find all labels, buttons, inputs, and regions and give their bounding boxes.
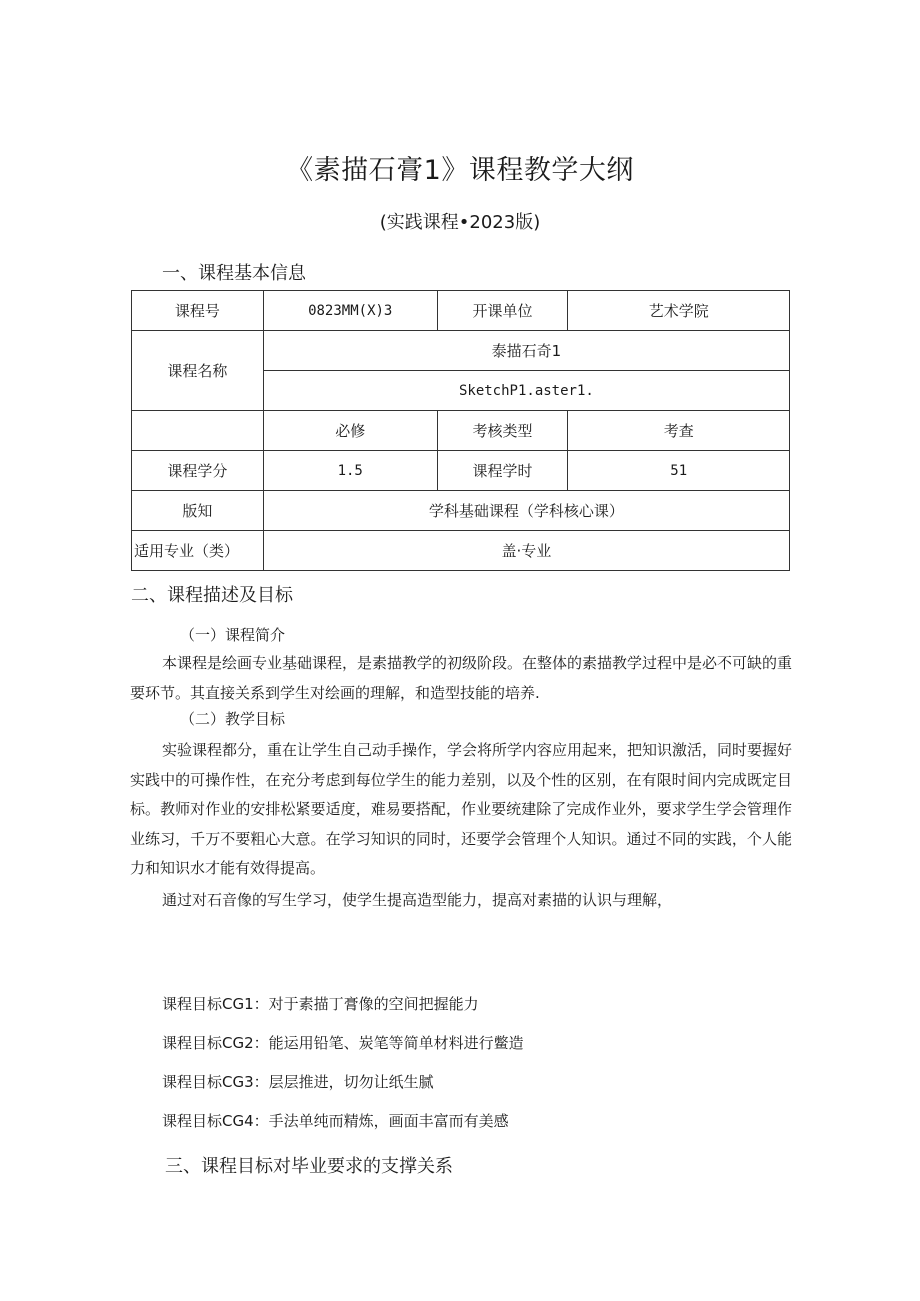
goals-paragraph: 实验课程都分，重在让学生自己动手操作，学会将所学内容应用起来，把知识激活，同时要握好实践中的可操作性，在充分考虑到每位学生的能力差别，以及个性的区别，在有限时间内完成既定目标。教师对作业的安排松紧要适度，难易要搭配，作业要统建除了完成作业外，要求学生学会管理作业练习，千万不要粗心大意。在学习知识的同时，还要学会管理个人知识。通过不同的实践，个人能力和知识水才能有效得提高。 (130, 741, 793, 878)
course-goal-cg4: 课程目标CG4：手法单纯而精炼，画面丰富而有美感 (162, 1112, 509, 1130)
course-type-value: 必修 (263, 411, 437, 451)
major-label: 适用专业（类） (132, 531, 264, 571)
dept-label: 开课单位 (437, 291, 568, 331)
hours-label: 课程学时 (437, 451, 568, 491)
section-2-heading: 二、课程描述及目标 (131, 585, 293, 606)
course-goal-cg3: 课程目标CG3：层层推进，切勿让纸生腻 (162, 1073, 434, 1091)
goals-line: 通过对石音像的写生学习，使学生提高造型能力，提高对素描的认识与理解， (162, 891, 673, 909)
section-1-heading: 一、课程基本信息 (162, 263, 306, 284)
table-row (132, 291, 790, 331)
course-name-label: 课程名称 (132, 331, 264, 411)
category-label: 版知 (132, 491, 264, 531)
course-goal-cg1: 课程目标CG1：对于素描丁膏像的空间把握能力 (162, 995, 479, 1013)
table-row (132, 411, 790, 451)
hours-value: 51 (568, 451, 790, 491)
table-row (132, 491, 790, 531)
assess-label: 考核类型 (437, 411, 568, 451)
intro-paragraph: 本课程是绘画专业基础课程，是素描教学的初级阶段。在整体的素描教学过程中是必不可缺的重要环节。其直接关系到学生对绘画的理解，和造型技能的培养. (130, 654, 793, 702)
assess-value: 考查 (568, 411, 790, 451)
course-no-label: 课程号 (132, 291, 264, 331)
dept-value: 艺术学院 (568, 291, 790, 331)
document-subtitle: (实践课程•2023版) (379, 212, 541, 233)
course-goal-cg2: 课程目标CG2：能运用铅笔、炭笔等简单材料进行鳖造 (162, 1034, 524, 1052)
section-3-heading: 三、课程目标对毕业要求的支撑关系 (165, 1156, 453, 1177)
course-name-en: SketchP1.aster1. (263, 371, 789, 411)
document-title: 《素描石膏1》课程教学大纲 (286, 155, 634, 186)
table-row (132, 531, 790, 571)
subsection-goals-heading: （二）教学目标 (180, 710, 286, 728)
table-row (132, 331, 790, 371)
credit-label: 课程学分 (132, 451, 264, 491)
course-name-cn: 泰描石奇1 (263, 331, 789, 371)
category-value: 学科基础课程（学科核心课） (263, 491, 789, 531)
course-no-value: 0823MM(X)3 (263, 291, 437, 331)
major-value: 盖·专业 (263, 531, 789, 571)
subsection-intro-heading: （一）课程简介 (180, 626, 286, 644)
credit-value: 1.5 (263, 451, 437, 491)
course-info-table (131, 290, 790, 571)
empty-cell (132, 411, 264, 451)
table-row (132, 451, 790, 491)
